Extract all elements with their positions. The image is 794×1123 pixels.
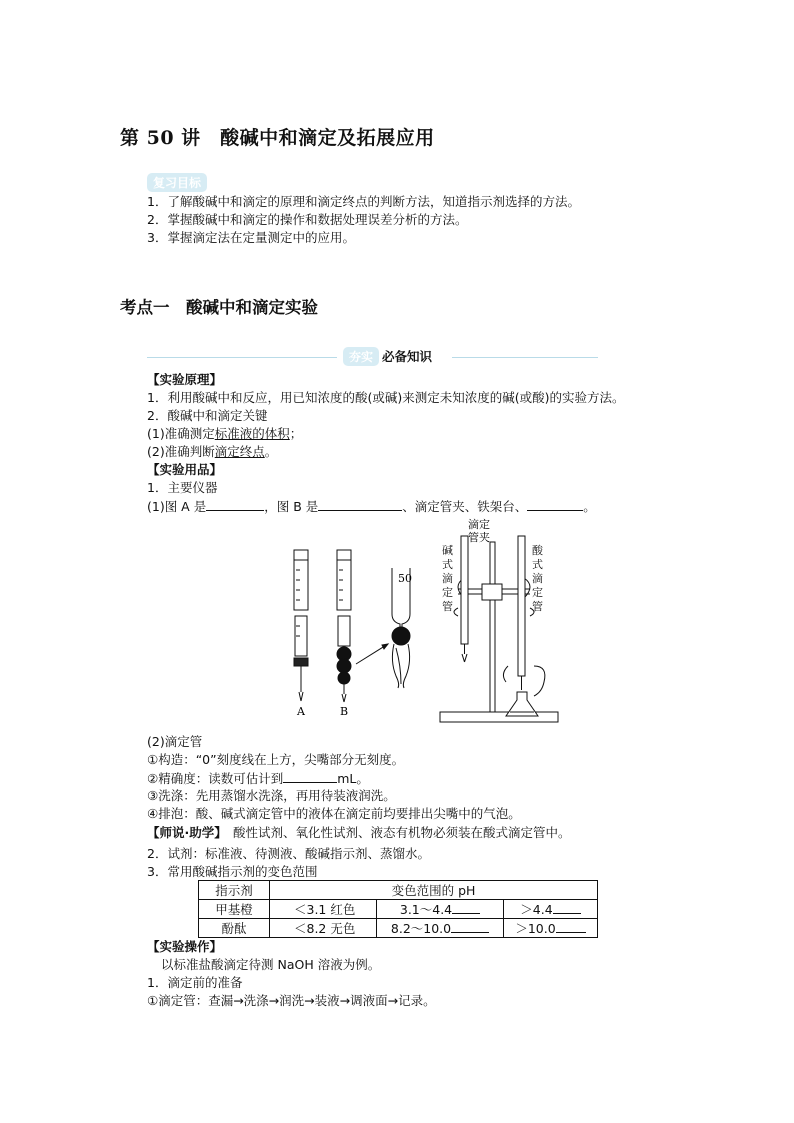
svg-text:式: 式: [442, 558, 453, 571]
blank-precision: [283, 769, 337, 783]
svg-text:管: 管: [532, 600, 543, 613]
blank-instrument: [527, 497, 583, 511]
indicator-table: [198, 880, 598, 938]
divider-left: [147, 357, 337, 358]
reagents-line: 2．试剂：标准液、待测液、酸碱指示剂、蒸馏水。: [147, 846, 430, 861]
high-range-value: ＞10.0: [515, 921, 556, 936]
cell-high-range: [504, 900, 598, 919]
fenxi-badge: 夯实: [343, 347, 379, 366]
teacher-tip: [147, 824, 571, 842]
principle-line-4-underlined: 滴定终点: [214, 444, 265, 459]
svg-text:定: 定: [442, 586, 453, 599]
operation-intro: 以标准盐酸滴定待测 NaOH 溶液为例。: [161, 957, 381, 972]
precision-post: mL。: [337, 771, 369, 786]
acid-burette-vertical-label: [532, 543, 544, 613]
svg-text:式: 式: [532, 558, 543, 571]
blank-high-color: [556, 919, 586, 933]
cell-indicator-name: 酚酞: [199, 919, 270, 938]
fill-b-text: ，图 B 是: [264, 499, 319, 514]
principle-line-3-pre: (1)准确测定: [147, 426, 215, 441]
header-ph-range: 变色范围的 pH: [270, 881, 598, 900]
blank-figure-a: [206, 497, 264, 511]
principle-line-2: 2．酸碱中和滴定关键: [147, 408, 268, 423]
instrument-fill-line: [147, 497, 596, 516]
blank-figure-b: [318, 497, 402, 511]
supplies-heading: 【实验用品】: [147, 462, 223, 477]
svg-text:滴: 滴: [532, 572, 543, 585]
burette-heading: (2)滴定管: [147, 734, 203, 749]
table-row: [199, 919, 598, 938]
operation-heading: 【实验操作】: [147, 939, 223, 954]
cell-low-range: ＜3.1 红色: [270, 900, 377, 919]
review-goals-label: 复习目标: [147, 173, 207, 192]
operation-step-1a: ①滴定管：查漏→洗涤→润洗→装液→调液面→记录。: [147, 993, 436, 1008]
cell-high-range: [504, 919, 598, 938]
high-range-value: ＞4.4: [520, 902, 553, 917]
principle-line-4: [147, 443, 277, 461]
indicator-title: 3．常用酸碱指示剂的变色范围: [147, 864, 318, 879]
precision-pre: ②精确度：读数可估计到: [147, 771, 284, 786]
blank-mid-color: [451, 919, 489, 933]
essential-knowledge-header: [343, 347, 432, 366]
goal-item-3: 3．掌握滴定法在定量测定中的应用。: [147, 230, 355, 245]
principle-heading: 【实验原理】: [147, 372, 223, 387]
goal-item-1: 1．了解酸碱中和滴定的原理和滴定终点的判断方法，知道指示剂选择的方法。: [147, 194, 580, 209]
svg-text:管: 管: [442, 600, 453, 613]
clamp-label-line1: 滴定: [468, 518, 490, 531]
page-title: 第 50 讲 酸碱中和滴定及拓展应用: [120, 127, 435, 149]
acid-burette-a-drawing: [294, 550, 308, 701]
burette-precision: [147, 769, 369, 788]
goal-item-2: 2．掌握酸碱中和滴定的操作和数据处理误差分析的方法。: [147, 212, 468, 227]
principle-line-4-pre: (2)准确判断: [147, 444, 215, 459]
mid-range-value: 8.2～10.0: [390, 921, 452, 936]
figure-label-b: B: [340, 705, 349, 718]
fill-c-text: 、滴定管夹、铁架台、: [402, 499, 528, 514]
principle-line-1: 1．利用酸碱中和反应，用已知浓度的酸(或碱)来测定未知浓度的碱(或酸)的实验方法。: [147, 390, 625, 405]
figure-label-a: A: [297, 705, 305, 718]
principle-line-4-post: 。: [264, 444, 278, 459]
operation-step-1: 1．滴定前的准备: [147, 975, 243, 990]
tick-50-label: 50: [398, 572, 412, 585]
cell-indicator-name: 甲基橙: [199, 900, 270, 919]
principle-line-3-underlined: 标准液的体积: [214, 426, 290, 441]
teacher-tip-text: 酸性试剂、氧化性试剂、液态有机物必须装在酸式滴定管中。: [220, 825, 571, 840]
table-row: [199, 900, 598, 919]
base-burette-vertical-label: [442, 543, 453, 613]
review-goals-badge: [147, 172, 207, 192]
base-burette-b-drawing: [337, 550, 351, 702]
blank-high-color: [553, 900, 581, 914]
svg-text:定: 定: [532, 586, 543, 599]
instruments-heading: 1．主要仪器: [147, 480, 218, 495]
fill-a-text: (1)图 A 是: [147, 499, 207, 514]
principle-line-3-post: ；: [289, 426, 303, 441]
burette-bubbles: ④排泡：酸、碱式滴定管中的液体在滴定前均要排出尖嘴中的气泡。: [147, 806, 521, 821]
svg-text:酸: 酸: [532, 544, 543, 557]
enlarged-bead-view: [392, 568, 410, 688]
section-title: 考点一 酸碱中和滴定实验: [120, 298, 318, 317]
svg-text:滴: 滴: [442, 572, 453, 585]
divider-right: [452, 357, 598, 358]
burette-structure: ①构造：“0”刻度线在上方，尖嘴部分无刻度。: [147, 752, 405, 767]
fenxi-label: 必备知识: [382, 349, 433, 364]
fill-end-text: 。: [583, 499, 596, 514]
header-indicator: 指示剂: [199, 881, 270, 900]
burette-washing: ③洗涤：先用蒸馏水洗涤，再用待装液润洗。: [147, 788, 396, 803]
cell-low-range: ＜8.2 无色: [270, 919, 377, 938]
principle-line-3: [147, 425, 302, 443]
cell-mid-range: [377, 919, 504, 938]
svg-text:碱: 碱: [442, 544, 453, 557]
table-header-row: [199, 881, 598, 900]
mid-range-value: 3.1～4.4: [399, 902, 453, 917]
cell-mid-range: [377, 900, 504, 919]
burette-apparatus-figure: [280, 516, 590, 731]
blank-mid-color: [452, 900, 480, 914]
clamp-label-line2: 管夹: [468, 531, 490, 544]
teacher-tip-label: 【师说·助学】: [147, 825, 221, 840]
